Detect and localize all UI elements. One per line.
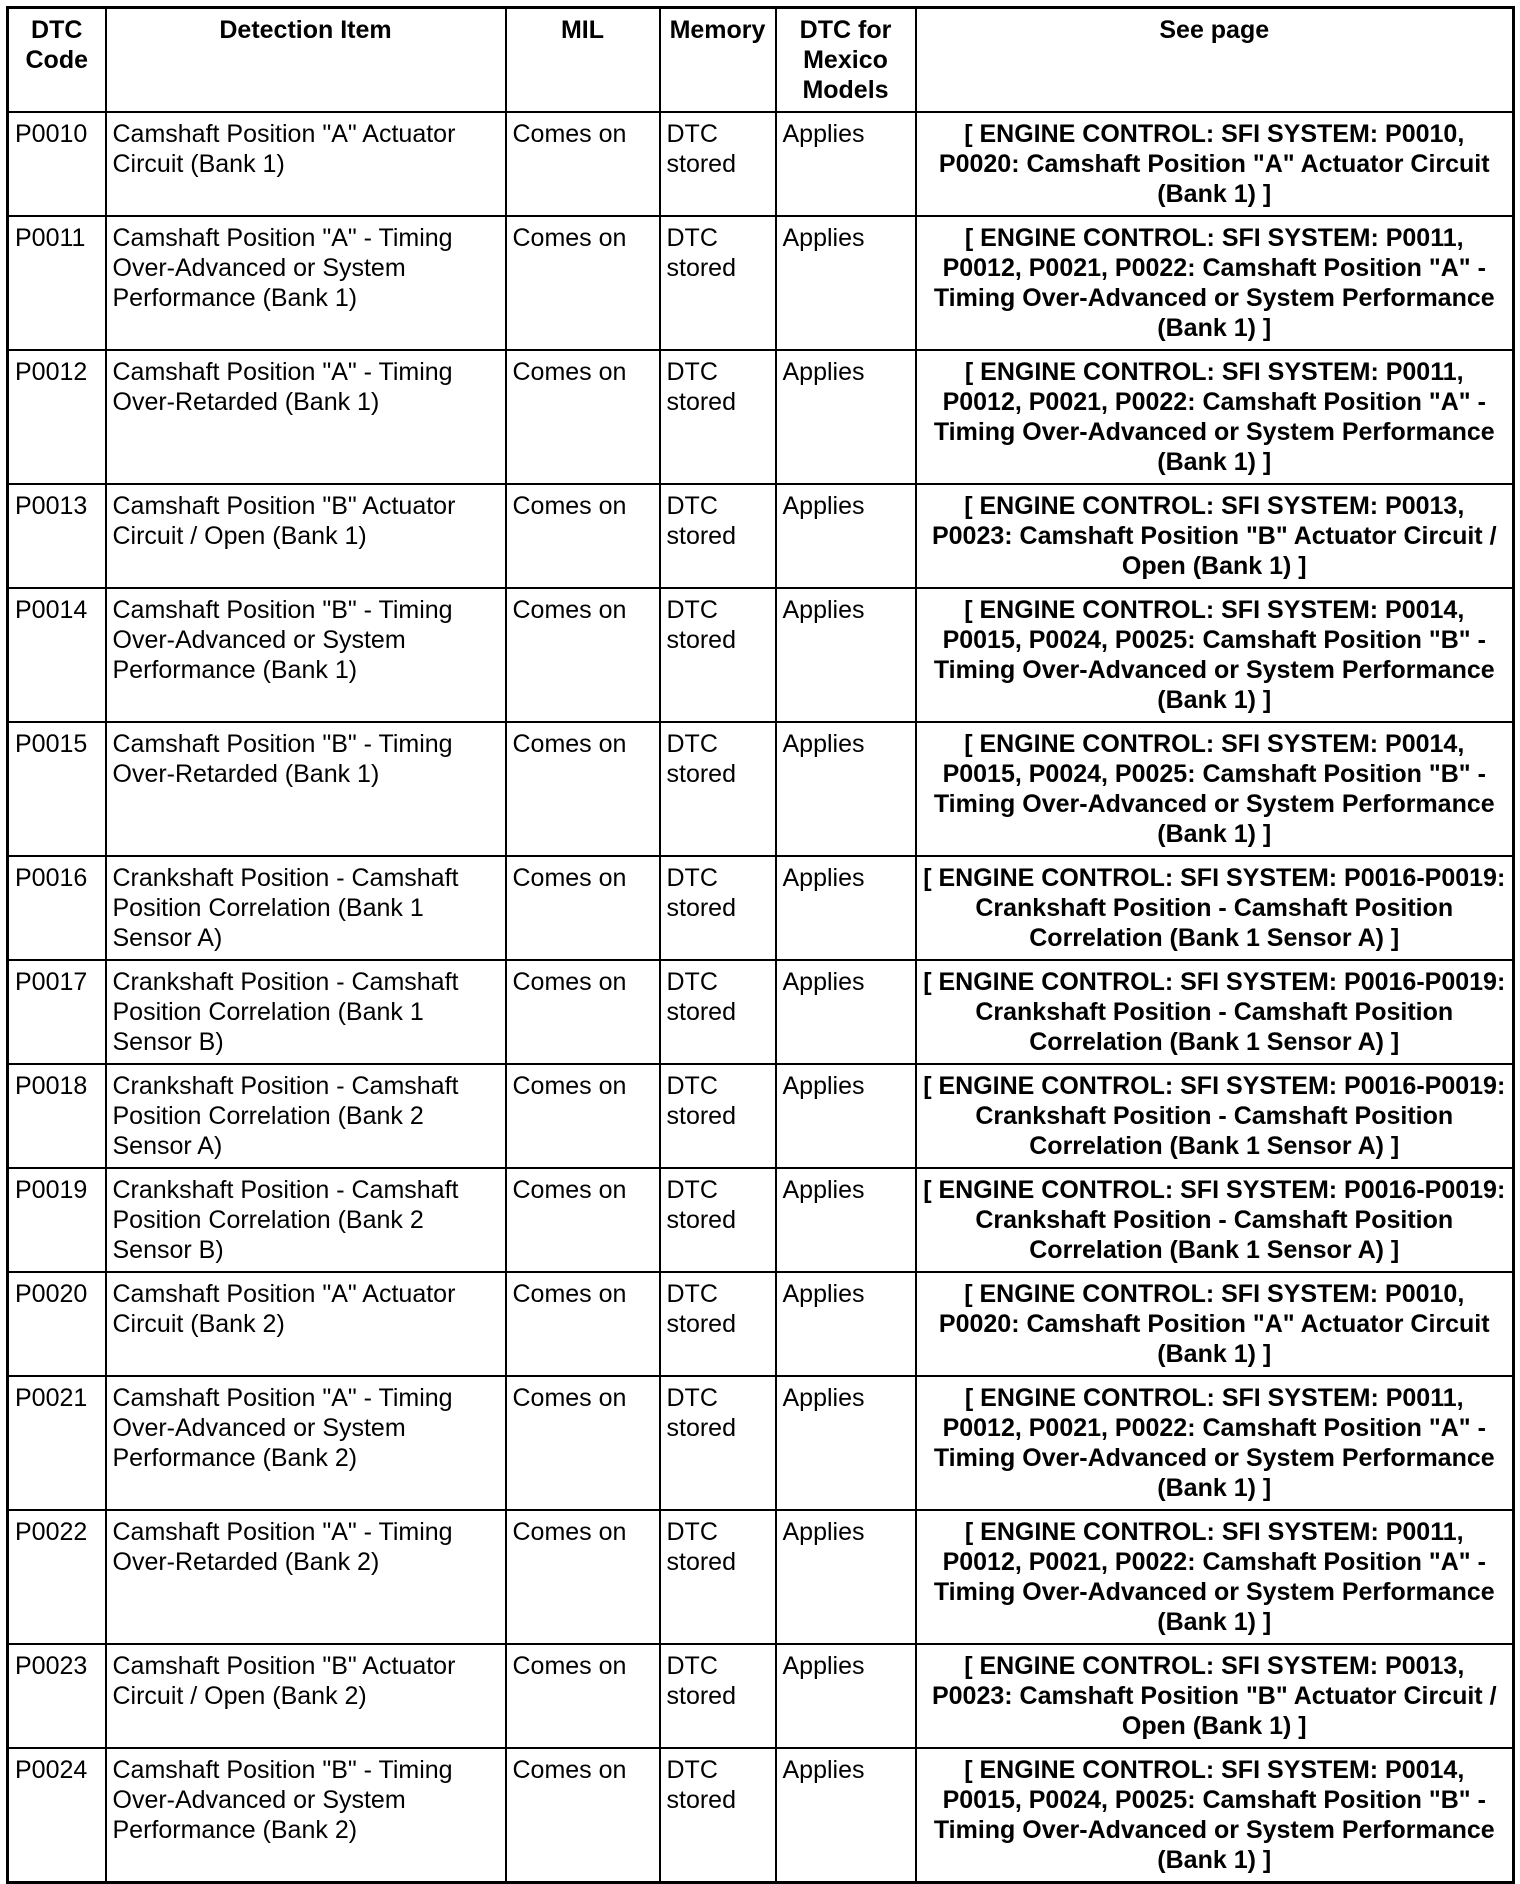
table-row <box>8 856 1514 960</box>
cell-detection-item: Camshaft Position "A" - Timing Over-Retarded (Bank 1) <box>106 350 506 484</box>
cell-dtc-code: P0013 <box>8 484 106 588</box>
cell-mexico: Applies <box>776 1168 916 1272</box>
cell-dtc-code: P0014 <box>8 588 106 722</box>
cell-mil: Comes on <box>506 484 660 588</box>
cell-memory: DTC stored <box>660 856 776 960</box>
cell-mexico: Applies <box>776 1510 916 1644</box>
table-row <box>8 1644 1514 1748</box>
cell-memory: DTC stored <box>660 1064 776 1168</box>
cell-mexico: Applies <box>776 1376 916 1510</box>
cell-memory: DTC stored <box>660 1748 776 1883</box>
cell-dtc-code: P0022 <box>8 1510 106 1644</box>
see-page-link[interactable]: [ ENGINE CONTROL: SFI SYSTEM: P0010, P0020: Camshaft Position "A" Actuator Circuit (Bank 1) ] <box>916 112 1514 216</box>
table-row <box>8 484 1514 588</box>
see-page-link[interactable]: [ ENGINE CONTROL: SFI SYSTEM: P0016-P0019: Crankshaft Position - Camshaft Position Correlation (Bank 1 Sensor A) ] <box>916 960 1514 1064</box>
cell-dtc-code: P0020 <box>8 1272 106 1376</box>
cell-dtc-code: P0017 <box>8 960 106 1064</box>
cell-memory: DTC stored <box>660 1510 776 1644</box>
see-page-link[interactable]: [ ENGINE CONTROL: SFI SYSTEM: P0011, P0012, P0021, P0022: Camshaft Position "A" - Timing Over-Advanced or System Performance (Bank 1) ] <box>916 1510 1514 1644</box>
cell-memory: DTC stored <box>660 484 776 588</box>
cell-mil: Comes on <box>506 1644 660 1748</box>
see-page-link[interactable]: [ ENGINE CONTROL: SFI SYSTEM: P0014, P0015, P0024, P0025: Camshaft Position "B" - Timing Over-Advanced or System Performance (Bank 1) ] <box>916 1748 1514 1883</box>
cell-mexico: Applies <box>776 1064 916 1168</box>
cell-detection-item: Camshaft Position "A" - Timing Over-Advanced or System Performance (Bank 2) <box>106 1376 506 1510</box>
see-page-link[interactable]: [ ENGINE CONTROL: SFI SYSTEM: P0011, P0012, P0021, P0022: Camshaft Position "A" - Timing Over-Advanced or System Performance (Bank 1) ] <box>916 350 1514 484</box>
table-header-row <box>8 8 1514 113</box>
see-page-link[interactable]: [ ENGINE CONTROL: SFI SYSTEM: P0014, P0015, P0024, P0025: Camshaft Position "B" - Timing Over-Advanced or System Performance (Bank 1) ] <box>916 588 1514 722</box>
table-row <box>8 216 1514 350</box>
cell-memory: DTC stored <box>660 350 776 484</box>
cell-memory: DTC stored <box>660 1644 776 1748</box>
cell-dtc-code: P0016 <box>8 856 106 960</box>
cell-mil: Comes on <box>506 1748 660 1883</box>
cell-mexico: Applies <box>776 588 916 722</box>
header-dtc-code: DTC Code <box>8 8 106 113</box>
cell-mexico: Applies <box>776 484 916 588</box>
cell-dtc-code: P0015 <box>8 722 106 856</box>
cell-mexico: Applies <box>776 1748 916 1883</box>
header-see-page: See page <box>916 8 1514 113</box>
cell-dtc-code: P0011 <box>8 216 106 350</box>
header-mexico-models: DTC for Mexico Models <box>776 8 916 113</box>
cell-detection-item: Crankshaft Position - Camshaft Position Correlation (Bank 1 Sensor B) <box>106 960 506 1064</box>
cell-detection-item: Camshaft Position "A" Actuator Circuit (Bank 1) <box>106 112 506 216</box>
cell-dtc-code: P0023 <box>8 1644 106 1748</box>
cell-detection-item: Camshaft Position "A" Actuator Circuit (Bank 2) <box>106 1272 506 1376</box>
cell-mil: Comes on <box>506 350 660 484</box>
cell-mexico: Applies <box>776 112 916 216</box>
table-row <box>8 588 1514 722</box>
cell-memory: DTC stored <box>660 1272 776 1376</box>
cell-detection-item: Camshaft Position "A" - Timing Over-Advanced or System Performance (Bank 1) <box>106 216 506 350</box>
cell-mil: Comes on <box>506 960 660 1064</box>
cell-detection-item: Crankshaft Position - Camshaft Position Correlation (Bank 1 Sensor A) <box>106 856 506 960</box>
cell-mexico: Applies <box>776 856 916 960</box>
table-row <box>8 1272 1514 1376</box>
cell-memory: DTC stored <box>660 112 776 216</box>
cell-dtc-code: P0012 <box>8 350 106 484</box>
cell-mil: Comes on <box>506 722 660 856</box>
cell-mil: Comes on <box>506 588 660 722</box>
table-row <box>8 1168 1514 1272</box>
see-page-link[interactable]: [ ENGINE CONTROL: SFI SYSTEM: P0016-P0019: Crankshaft Position - Camshaft Position Correlation (Bank 1 Sensor A) ] <box>916 1168 1514 1272</box>
table-row <box>8 350 1514 484</box>
cell-mil: Comes on <box>506 1272 660 1376</box>
cell-dtc-code: P0019 <box>8 1168 106 1272</box>
cell-dtc-code: P0018 <box>8 1064 106 1168</box>
cell-mil: Comes on <box>506 216 660 350</box>
cell-mexico: Applies <box>776 722 916 856</box>
dtc-table <box>6 6 1515 1884</box>
cell-detection-item: Camshaft Position "B" Actuator Circuit / Open (Bank 1) <box>106 484 506 588</box>
cell-detection-item: Camshaft Position "B" - Timing Over-Retarded (Bank 1) <box>106 722 506 856</box>
see-page-link[interactable]: [ ENGINE CONTROL: SFI SYSTEM: P0014, P0015, P0024, P0025: Camshaft Position "B" - Timing Over-Advanced or System Performance (Bank 1) ] <box>916 722 1514 856</box>
table-row <box>8 1748 1514 1883</box>
see-page-link[interactable]: [ ENGINE CONTROL: SFI SYSTEM: P0011, P0012, P0021, P0022: Camshaft Position "A" - Timing Over-Advanced or System Performance (Bank 1) ] <box>916 1376 1514 1510</box>
table-row <box>8 960 1514 1064</box>
cell-mexico: Applies <box>776 960 916 1064</box>
cell-mil: Comes on <box>506 112 660 216</box>
table-row <box>8 722 1514 856</box>
cell-memory: DTC stored <box>660 960 776 1064</box>
table-row <box>8 1376 1514 1510</box>
cell-detection-item: Crankshaft Position - Camshaft Position Correlation (Bank 2 Sensor B) <box>106 1168 506 1272</box>
cell-mil: Comes on <box>506 1376 660 1510</box>
cell-memory: DTC stored <box>660 216 776 350</box>
cell-dtc-code: P0024 <box>8 1748 106 1883</box>
table-row <box>8 1064 1514 1168</box>
see-page-link[interactable]: [ ENGINE CONTROL: SFI SYSTEM: P0011, P0012, P0021, P0022: Camshaft Position "A" - Timing Over-Advanced or System Performance (Bank 1) ] <box>916 216 1514 350</box>
cell-detection-item: Camshaft Position "A" - Timing Over-Retarded (Bank 2) <box>106 1510 506 1644</box>
cell-mexico: Applies <box>776 1644 916 1748</box>
header-mil: MIL <box>506 8 660 113</box>
cell-memory: DTC stored <box>660 1168 776 1272</box>
cell-mexico: Applies <box>776 1272 916 1376</box>
cell-dtc-code: P0021 <box>8 1376 106 1510</box>
cell-mil: Comes on <box>506 1168 660 1272</box>
cell-detection-item: Camshaft Position "B" Actuator Circuit / Open (Bank 2) <box>106 1644 506 1748</box>
cell-mil: Comes on <box>506 1064 660 1168</box>
cell-detection-item: Camshaft Position "B" - Timing Over-Advanced or System Performance (Bank 2) <box>106 1748 506 1883</box>
see-page-link[interactable]: [ ENGINE CONTROL: SFI SYSTEM: P0010, P0020: Camshaft Position "A" Actuator Circuit (Bank 1) ] <box>916 1272 1514 1376</box>
table-row <box>8 1510 1514 1644</box>
see-page-link[interactable]: [ ENGINE CONTROL: SFI SYSTEM: P0016-P0019: Crankshaft Position - Camshaft Position Correlation (Bank 1 Sensor A) ] <box>916 1064 1514 1168</box>
cell-memory: DTC stored <box>660 722 776 856</box>
cell-mexico: Applies <box>776 216 916 350</box>
cell-detection-item: Crankshaft Position - Camshaft Position Correlation (Bank 2 Sensor A) <box>106 1064 506 1168</box>
table-row <box>8 112 1514 216</box>
cell-memory: DTC stored <box>660 588 776 722</box>
cell-memory: DTC stored <box>660 1376 776 1510</box>
cell-mexico: Applies <box>776 350 916 484</box>
cell-dtc-code: P0010 <box>8 112 106 216</box>
cell-mil: Comes on <box>506 856 660 960</box>
see-page-link[interactable]: [ ENGINE CONTROL: SFI SYSTEM: P0013, P0023: Camshaft Position "B" Actuator Circuit / Open (Bank 1) ] <box>916 1644 1514 1748</box>
header-detection-item: Detection Item <box>106 8 506 113</box>
cell-mil: Comes on <box>506 1510 660 1644</box>
header-memory: Memory <box>660 8 776 113</box>
cell-detection-item: Camshaft Position "B" - Timing Over-Advanced or System Performance (Bank 1) <box>106 588 506 722</box>
see-page-link[interactable]: [ ENGINE CONTROL: SFI SYSTEM: P0016-P0019: Crankshaft Position - Camshaft Position Correlation (Bank 1 Sensor A) ] <box>916 856 1514 960</box>
see-page-link[interactable]: [ ENGINE CONTROL: SFI SYSTEM: P0013, P0023: Camshaft Position "B" Actuator Circuit / Open (Bank 1) ] <box>916 484 1514 588</box>
